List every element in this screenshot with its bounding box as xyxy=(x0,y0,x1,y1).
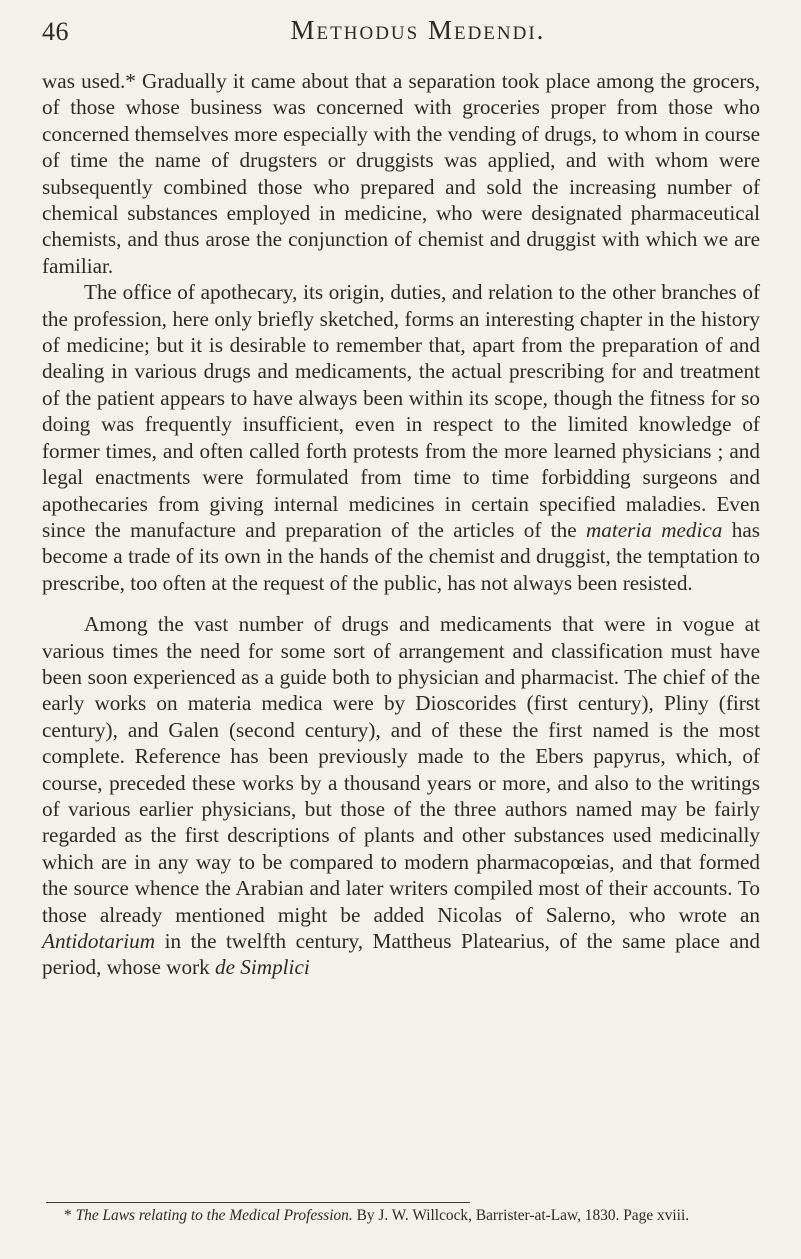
footnote-title: The Laws relating to the Medical Profession. xyxy=(75,1207,353,1224)
footnote-text: By J. W. Willcock, Barrister-at-Law, 1830. Page xviii. xyxy=(356,1207,690,1224)
paragraph-3-text-b: in the twelfth century, Mattheus Platearius, of the same place and period, whose work xyxy=(42,929,760,980)
paragraph-3 xyxy=(42,611,760,981)
paragraph-2-text-b: has become a trade of its own in the hands of the chemist and druggist, the temptation to prescribe, too often at the request of the public, has not always been resisted. xyxy=(42,517,760,595)
paragraph-2 xyxy=(42,279,760,596)
paragraph-3-italic-1: Antidotarium xyxy=(42,929,156,953)
body-text xyxy=(42,68,760,981)
paragraph-2-text-a: The office of apothecary, its origin, duties, and relation to the other branches of the profession, here only briefly sketched, forms an interesting chapter in the history of medicine; but it is desirable to remember that, apart from the preparation of and dealing in various drugs and medicaments, the actual prescribing for and treatment of the patient appears to have always been within its scope, though the fitness for so doing was frequently insufficient, even in respect to the limited knowledge of former times, and often called forth protests from the more learned physicians ; and legal enactments were formulated from time to time forbidding surgeons and apothecaries from giving internal medicines in certain specified maladies. Even since the manufacture and preparation of the articles of the xyxy=(42,280,760,542)
running-title: Methodus Medendi. xyxy=(290,15,546,45)
footnote-divider xyxy=(46,1202,470,1203)
footnote xyxy=(46,1206,758,1225)
page-number: 46 xyxy=(42,17,69,46)
footnote-marker: * xyxy=(64,1207,72,1224)
paragraph-3-text-a: Among the vast number of drugs and medicaments that were in vogue at various times the need for some sort of arrangement and classification must have been soon experienced as a guide both to physician and pharmacist. The chief of the early works on materia medica were by Dioscorides (first century), Pliny (first century), and Galen (second century), and of these the first named is the most complete. Reference has been previously made to the Ebers papyrus, which, of course, preceded these works by a thousand years or more, and also to the writings of various earlier physicians, but those of the three authors named may be fairly regarded as the first descriptions of plants and other substances used medicinally which are in any way to be compared to modern pharmacopœias, and that formed the source whence the Arabian and later writers compiled most of their accounts. To those already mentioned might be added Nicolas of Salerno, who wrote an xyxy=(42,612,760,927)
paragraph-1: was used.* Gradually it came about that a separation took place among the grocers, of those whose business was concerned with groceries proper from those who concerned themselves more especially with the vending of drugs, to whom in course of time the name of drugsters or druggists was applied, and with whom were subsequently combined those who prepared and sold the increasing number of chemical substances employed in medicine, who were designated pharmaceutical chemists, and thus arose the conjunction of chemist and druggist with which we are familiar. xyxy=(42,69,760,278)
paragraph-3-italic-2: de Simplici xyxy=(215,955,310,980)
page-header xyxy=(42,11,760,51)
paragraph-2-italic: materia medica xyxy=(585,517,723,542)
